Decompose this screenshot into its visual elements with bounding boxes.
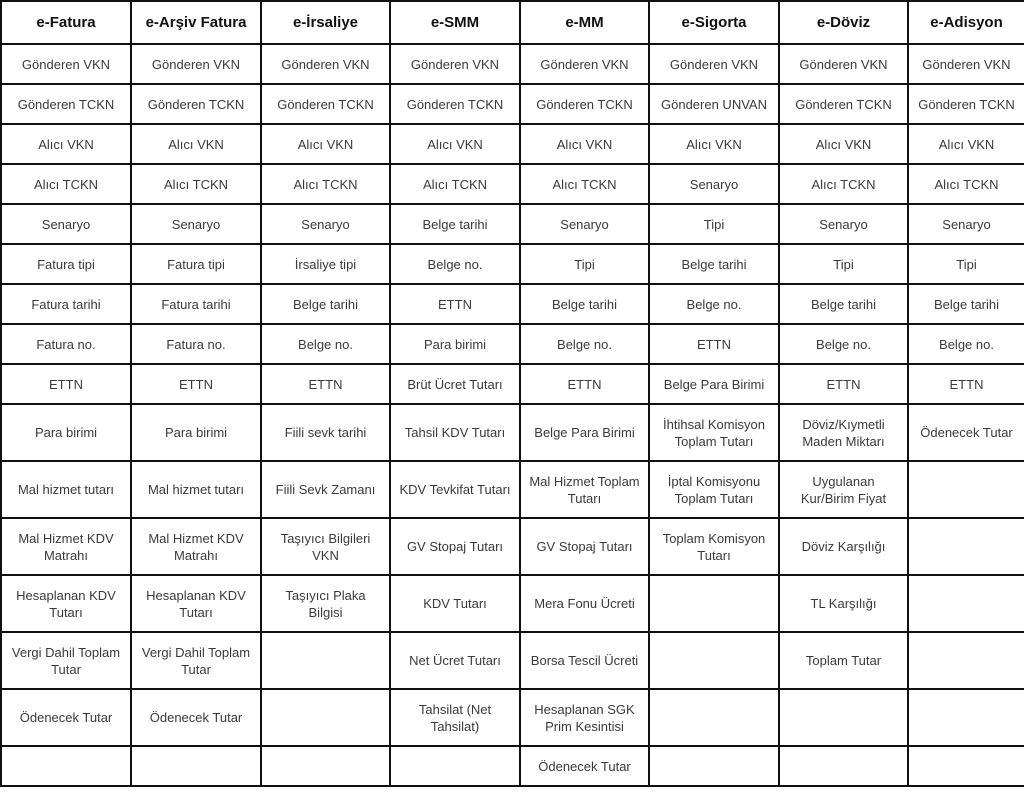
table-cell — [908, 518, 1024, 575]
table-cell: Fiili Sevk Zamanı — [261, 461, 390, 518]
column-header: e-Adisyon — [908, 1, 1024, 44]
table-cell: Alıcı TCKN — [131, 164, 261, 204]
table-cell: Senaryo — [908, 204, 1024, 244]
table-cell: Alıcı TCKN — [1, 164, 131, 204]
table-cell: Ödenecek Tutar — [908, 404, 1024, 461]
table-cell: Senaryo — [649, 164, 779, 204]
table-cell: Döviz Karşılığı — [779, 518, 908, 575]
table-body — [1, 44, 1024, 786]
table-cell: Senaryo — [779, 204, 908, 244]
table-cell: Mera Fonu Ücreti — [520, 575, 649, 632]
table-row — [1, 44, 1024, 84]
table-cell: Gönderen VKN — [131, 44, 261, 84]
table-cell: Para birimi — [1, 404, 131, 461]
table-cell: Tipi — [908, 244, 1024, 284]
table-cell: Gönderen TCKN — [390, 84, 520, 124]
table-cell: Gönderen TCKN — [908, 84, 1024, 124]
table-cell — [649, 689, 779, 746]
table-row — [1, 324, 1024, 364]
table-cell: Fatura no. — [131, 324, 261, 364]
table-cell: Mal Hizmet KDV Matrahı — [1, 518, 131, 575]
table-cell — [261, 746, 390, 786]
table-cell — [779, 689, 908, 746]
table-cell: KDV Tevkifat Tutarı — [390, 461, 520, 518]
table-cell: İhtihsal Komisyon Toplam Tutarı — [649, 404, 779, 461]
table-cell: Tipi — [520, 244, 649, 284]
table-cell: Tipi — [779, 244, 908, 284]
table-cell: Belge no. — [261, 324, 390, 364]
table-row — [1, 575, 1024, 632]
table-cell — [908, 746, 1024, 786]
table-cell: Senaryo — [261, 204, 390, 244]
table-cell: Alıcı TCKN — [779, 164, 908, 204]
table-cell: Gönderen VKN — [390, 44, 520, 84]
table-row — [1, 632, 1024, 689]
table-cell: Mal hizmet tutarı — [131, 461, 261, 518]
table-cell: Belge Para Birimi — [649, 364, 779, 404]
table-cell: ETTN — [390, 284, 520, 324]
table-cell: Ödenecek Tutar — [520, 746, 649, 786]
table-cell: Senaryo — [1, 204, 131, 244]
table-cell: KDV Tutarı — [390, 575, 520, 632]
table-cell: Alıcı VKN — [779, 124, 908, 164]
table-cell: Gönderen UNVAN — [649, 84, 779, 124]
header-row — [1, 1, 1024, 44]
table-cell: Belge tarihi — [649, 244, 779, 284]
table-cell — [908, 632, 1024, 689]
table-cell — [390, 746, 520, 786]
table-row — [1, 689, 1024, 746]
table-cell: Uygulanan Kur/Birim Fiyat — [779, 461, 908, 518]
table-cell: Toplam Tutar — [779, 632, 908, 689]
table-cell: Ödenecek Tutar — [1, 689, 131, 746]
table-cell: Alıcı TCKN — [908, 164, 1024, 204]
column-header: e-Fatura — [1, 1, 131, 44]
table-cell: Ödenecek Tutar — [131, 689, 261, 746]
table-cell: Gönderen TCKN — [779, 84, 908, 124]
table-cell — [131, 746, 261, 786]
table-cell: Borsa Tescil Ücreti — [520, 632, 649, 689]
table-cell: Gönderen VKN — [261, 44, 390, 84]
table-cell: Mal hizmet tutarı — [1, 461, 131, 518]
table-cell — [1, 746, 131, 786]
table-cell — [649, 632, 779, 689]
table-cell: Alıcı VKN — [908, 124, 1024, 164]
table-row — [1, 284, 1024, 324]
table-row — [1, 124, 1024, 164]
table-cell: Alıcı VKN — [649, 124, 779, 164]
table-cell: Vergi Dahil Toplam Tutar — [131, 632, 261, 689]
table-cell: ETTN — [649, 324, 779, 364]
table-row — [1, 404, 1024, 461]
table-cell: Tipi — [649, 204, 779, 244]
table-cell: Alıcı VKN — [520, 124, 649, 164]
column-header: e-İrsaliye — [261, 1, 390, 44]
table-cell — [908, 689, 1024, 746]
table-cell: Alıcı VKN — [261, 124, 390, 164]
table-cell: Belge no. — [390, 244, 520, 284]
column-header: e-Sigorta — [649, 1, 779, 44]
table-cell: TL Karşılığı — [779, 575, 908, 632]
table-cell: Belge no. — [779, 324, 908, 364]
table-cell: ETTN — [908, 364, 1024, 404]
table-cell: Tahsilat (Net Tahsilat) — [390, 689, 520, 746]
table-cell: Brüt Ücret Tutarı — [390, 364, 520, 404]
table-cell: Belge tarihi — [390, 204, 520, 244]
table-cell: Gönderen TCKN — [261, 84, 390, 124]
table-cell: Gönderen TCKN — [131, 84, 261, 124]
table-cell: Gönderen VKN — [908, 44, 1024, 84]
table-cell: Para birimi — [131, 404, 261, 461]
table-cell — [908, 461, 1024, 518]
table-cell: Gönderen VKN — [1, 44, 131, 84]
table-cell: Alıcı VKN — [131, 124, 261, 164]
table-cell: Toplam Komisyon Tutarı — [649, 518, 779, 575]
table-row — [1, 364, 1024, 404]
table-cell: Senaryo — [131, 204, 261, 244]
table-cell: GV Stopaj Tutarı — [520, 518, 649, 575]
table-cell: Taşıyıcı Plaka Bilgisi — [261, 575, 390, 632]
table-cell: İptal Komisyonu Toplam Tutarı — [649, 461, 779, 518]
table-row — [1, 461, 1024, 518]
table-cell: Hesaplanan KDV Tutarı — [1, 575, 131, 632]
table-row — [1, 204, 1024, 244]
table-cell: Gönderen TCKN — [520, 84, 649, 124]
table-cell: ETTN — [779, 364, 908, 404]
table-cell: ETTN — [131, 364, 261, 404]
table-cell: Hesaplanan SGK Prim Kesintisi — [520, 689, 649, 746]
table-cell: Belge tarihi — [779, 284, 908, 324]
table-row — [1, 164, 1024, 204]
table-cell: Fatura tarihi — [1, 284, 131, 324]
table-cell: Gönderen VKN — [779, 44, 908, 84]
table-cell: Belge tarihi — [261, 284, 390, 324]
table-cell: ETTN — [1, 364, 131, 404]
table-cell: Belge tarihi — [908, 284, 1024, 324]
table-cell — [261, 632, 390, 689]
table-cell: Hesaplanan KDV Tutarı — [131, 575, 261, 632]
table-cell — [261, 689, 390, 746]
table-cell: Gönderen TCKN — [1, 84, 131, 124]
table-cell: Belge no. — [908, 324, 1024, 364]
table-cell: Belge tarihi — [520, 284, 649, 324]
table-cell: İrsaliye tipi — [261, 244, 390, 284]
table-cell — [779, 746, 908, 786]
table-cell: Fatura tipi — [131, 244, 261, 284]
column-header: e-Döviz — [779, 1, 908, 44]
table-cell — [908, 575, 1024, 632]
table-cell — [649, 575, 779, 632]
table-row — [1, 84, 1024, 124]
column-header: e-SMM — [390, 1, 520, 44]
table-cell: Fatura tipi — [1, 244, 131, 284]
table-cell: Fatura tarihi — [131, 284, 261, 324]
table-cell: Döviz/Kıymetli Maden Miktarı — [779, 404, 908, 461]
table-cell: Belge no. — [520, 324, 649, 364]
table-cell: Senaryo — [520, 204, 649, 244]
table-cell: Alıcı TCKN — [261, 164, 390, 204]
table-cell: Mal Hizmet Toplam Tutarı — [520, 461, 649, 518]
column-header: e-Arşiv Fatura — [131, 1, 261, 44]
table-cell: Gönderen VKN — [649, 44, 779, 84]
table-cell: Alıcı TCKN — [520, 164, 649, 204]
table-row — [1, 244, 1024, 284]
table-row — [1, 518, 1024, 575]
table-cell: Tahsil KDV Tutarı — [390, 404, 520, 461]
table-cell — [649, 746, 779, 786]
table-cell: Alıcı TCKN — [390, 164, 520, 204]
table-cell: Alıcı VKN — [390, 124, 520, 164]
table-cell: Taşıyıcı Bilgileri VKN — [261, 518, 390, 575]
table-cell: ETTN — [261, 364, 390, 404]
table-cell: Fatura no. — [1, 324, 131, 364]
table-cell: Gönderen VKN — [520, 44, 649, 84]
table-cell: GV Stopaj Tutarı — [390, 518, 520, 575]
table-row — [1, 746, 1024, 786]
table-cell: Para birimi — [390, 324, 520, 364]
table-cell: ETTN — [520, 364, 649, 404]
table-cell: Belge Para Birimi — [520, 404, 649, 461]
column-header: e-MM — [520, 1, 649, 44]
table-cell: Net Ücret Tutarı — [390, 632, 520, 689]
table-cell: Mal Hizmet KDV Matrahı — [131, 518, 261, 575]
table-cell: Alıcı VKN — [1, 124, 131, 164]
table-cell: Belge no. — [649, 284, 779, 324]
table-cell: Vergi Dahil Toplam Tutar — [1, 632, 131, 689]
table-cell: Fiili sevk tarihi — [261, 404, 390, 461]
